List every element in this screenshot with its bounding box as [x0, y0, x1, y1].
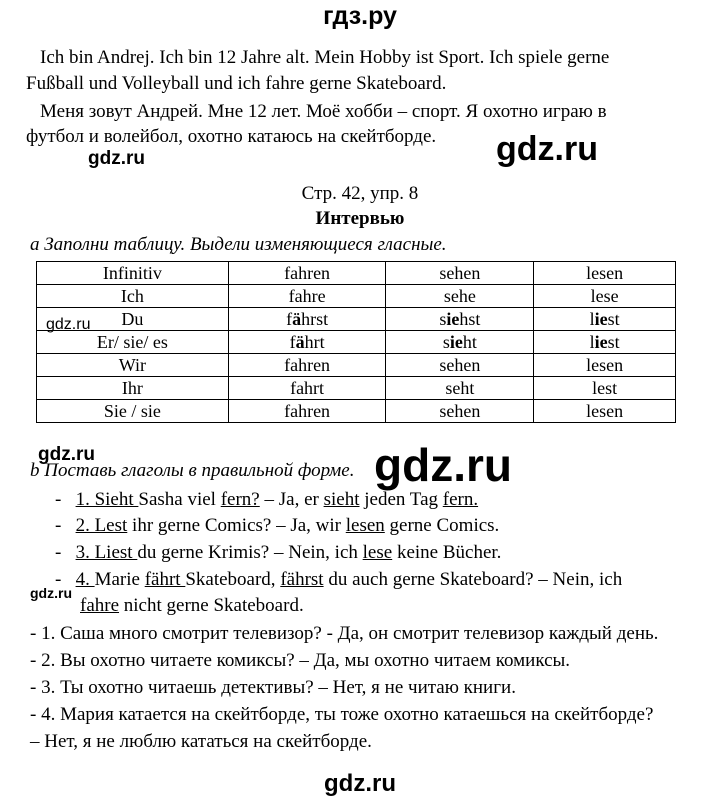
- table-cell: fährt: [228, 331, 386, 354]
- table-row: [37, 331, 676, 354]
- watermark-large: gdz.ru: [374, 439, 512, 491]
- table-cell: lesen: [534, 262, 676, 285]
- table-cell: Wir: [37, 354, 229, 377]
- table-row: [37, 377, 676, 400]
- table-cell: Infinitiv: [37, 262, 229, 285]
- table-row: [37, 354, 676, 377]
- translation-3: - 3. Ты охотно читаешь детективы? – Нет, я не читаю книги.: [30, 677, 516, 698]
- table-cell: fahre: [228, 285, 386, 308]
- table-cell: lest: [534, 377, 676, 400]
- table-cell: fahren: [228, 400, 386, 423]
- translation-1: - 1. Саша много смотрит телевизор? - Да, он смотрит телевизор каждый день.: [30, 623, 659, 644]
- task-b-heading: b Поставь глаголы в правильной форме.: [30, 460, 355, 481]
- table-cell: lese: [534, 285, 676, 308]
- exercise-reference: Стр. 42, упр. 8: [301, 183, 419, 204]
- sentence-3: - 3. Liest du gerne Krimis? – Nein, ich lese keine Bücher.: [55, 542, 502, 563]
- watermark-small: gdz.ru: [30, 585, 72, 601]
- table-cell: siehst: [386, 308, 534, 331]
- table-cell: sehen: [386, 262, 534, 285]
- table-cell: seht: [386, 377, 534, 400]
- watermark-large: gdz.ru: [496, 130, 598, 168]
- changed-vowel: ä: [292, 308, 302, 329]
- table-cell: liest: [534, 308, 676, 331]
- changed-vowel: ie: [446, 308, 460, 329]
- sentence-2: - 2. Lest ihr gerne Comics? – Ja, wir lesen gerne Comics.: [55, 515, 500, 536]
- table-cell: liest: [534, 331, 676, 354]
- task-a-heading: a Заполни таблицу. Выдели изменяющиеся гласные.: [30, 234, 447, 255]
- watermark-bottom: gdz.ru: [324, 770, 396, 797]
- changed-vowel: ie: [449, 331, 463, 352]
- watermark-small: gdz.ru: [88, 148, 145, 169]
- table-cell: sehen: [386, 400, 534, 423]
- table-cell: lesen: [534, 354, 676, 377]
- translation-2: - 2. Вы охотно читаете комиксы? – Да, мы охотно читаем комиксы.: [30, 650, 571, 671]
- table-cell: sehe: [386, 285, 534, 308]
- intro-ru-line-2: футбол и волейбол, охотно катаюсь на скейтборде.: [26, 126, 437, 147]
- table-cell: Ich: [37, 285, 229, 308]
- table-cell: Ihr: [37, 377, 229, 400]
- table-cell: lesen: [534, 400, 676, 423]
- table-cell: fahren: [228, 354, 386, 377]
- changed-vowel: ie: [594, 308, 608, 329]
- translation-4: - 4. Мария катается на скейтборде, ты тоже охотно катаешься на скейтборде?: [30, 704, 654, 725]
- changed-vowel: ä: [295, 331, 305, 352]
- intro-ru-line-1: Меня зовут Андрей. Мне 12 лет. Моё хобби – спорт. Я охотно играю в: [40, 101, 607, 122]
- intro-de-line-1: Ich bin Andrej. Ich bin 12 Jahre alt. Mein Hobby ist Sport. Ich spiele gerne: [40, 47, 610, 68]
- table-cell: fahren: [228, 262, 386, 285]
- exercise-title: Интервью: [315, 208, 405, 229]
- table-cell: sieht: [386, 331, 534, 354]
- changed-vowel: ie: [594, 331, 608, 352]
- table-cell: Du: [37, 308, 229, 331]
- sentence-4-continued: fahre nicht gerne Skateboard.: [80, 595, 304, 616]
- table-row: [37, 262, 676, 285]
- table-row: [37, 285, 676, 308]
- watermark-small: gdz.ru: [38, 444, 95, 465]
- intro-de-line-2: Fußball und Volleyball und ich fahre gerne Skateboard.: [26, 73, 447, 94]
- table-cell: fährst: [228, 308, 386, 331]
- sentence-4: - 4. Marie fährt Skateboard, fährst du auch gerne Skateboard? – Nein, ich: [55, 569, 623, 590]
- translation-5: – Нет, я не люблю кататься на скейтборде.: [30, 731, 372, 752]
- sentence-1: - 1. Sieht Sasha viel fern? – Ja, er sieht jeden Tag fern.: [55, 489, 479, 510]
- conjugation-table: [36, 261, 676, 423]
- watermark-small: gdz.ru: [46, 316, 91, 333]
- table-cell: fahrt: [228, 377, 386, 400]
- table-row: [37, 308, 676, 331]
- table-row: [37, 400, 676, 423]
- watermark-top: гдз.ру: [323, 2, 397, 30]
- table-cell: sehen: [386, 354, 534, 377]
- table-cell: Sie / sie: [37, 400, 229, 423]
- table-cell: Er/ sie/ es: [37, 331, 229, 354]
